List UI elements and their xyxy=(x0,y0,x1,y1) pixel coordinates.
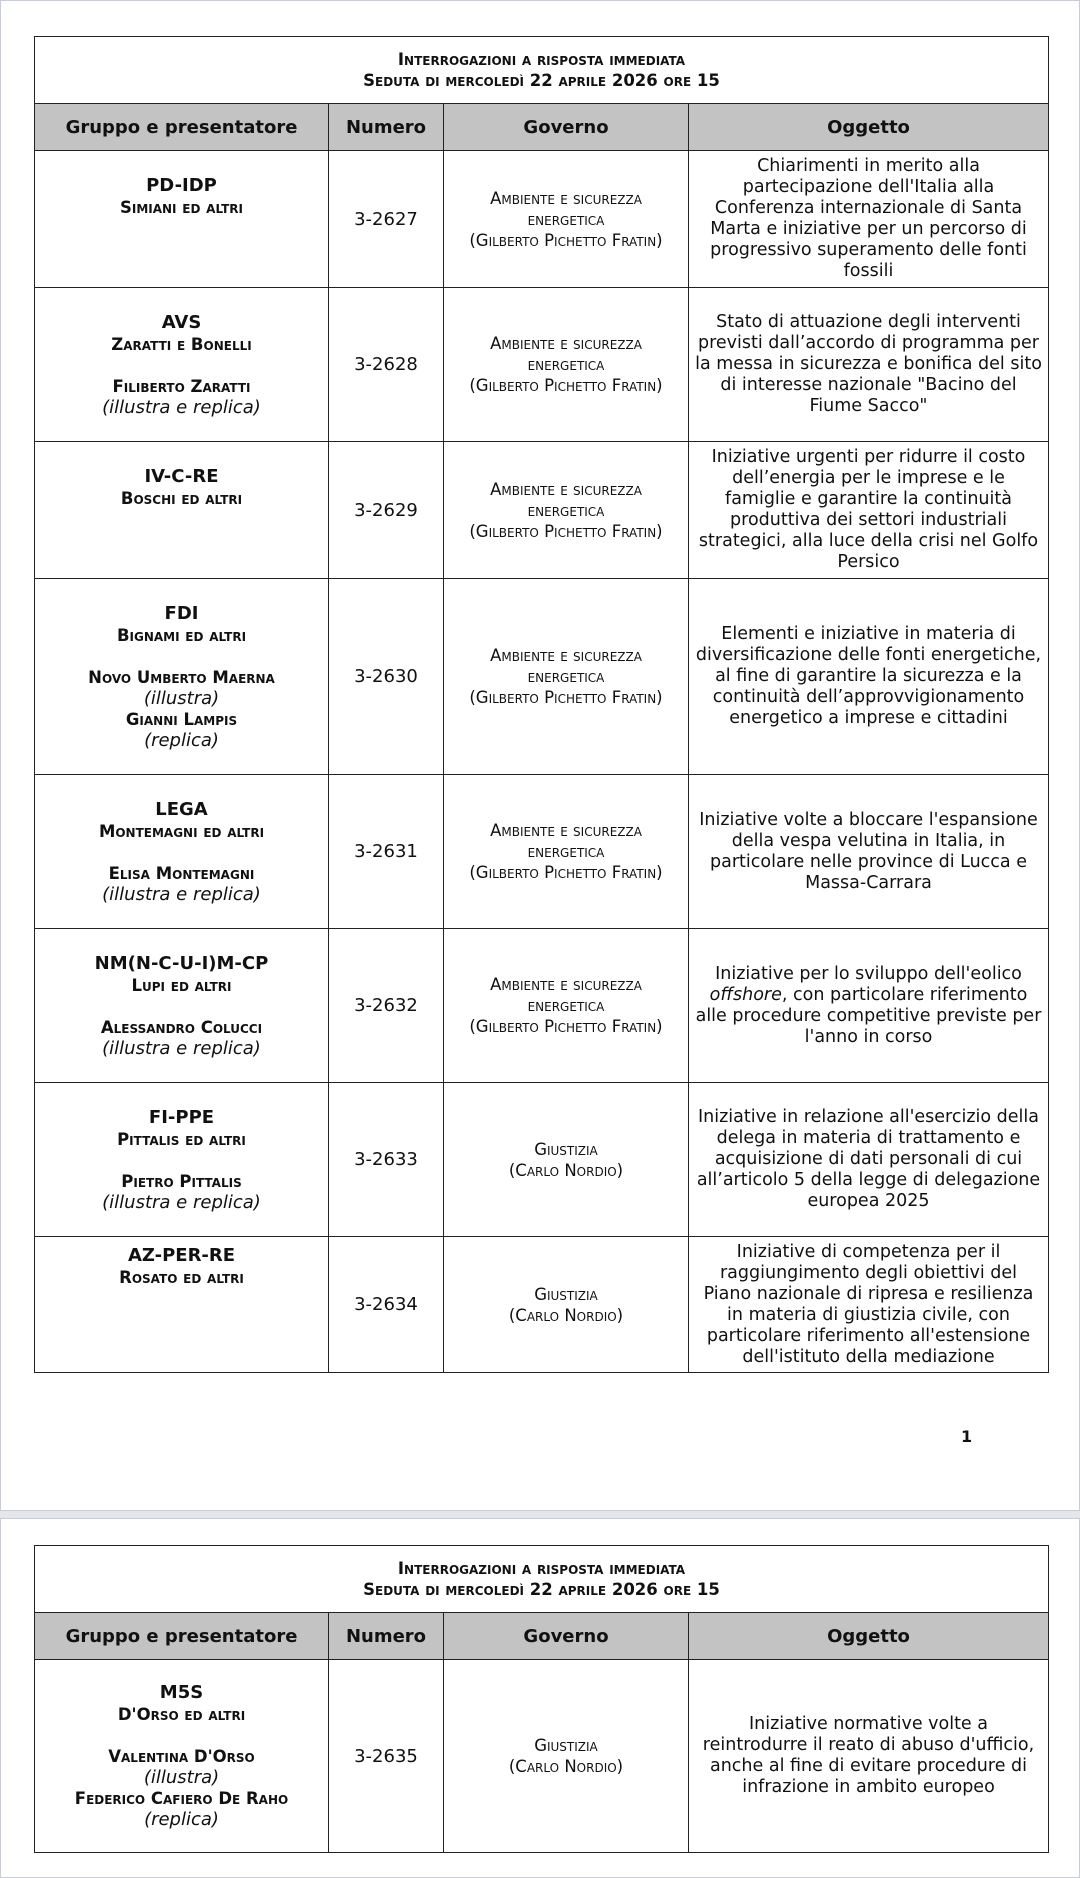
government-cell xyxy=(444,775,689,929)
ministry: Ambiente e sicurezza energetica xyxy=(490,821,642,861)
first-signatory: Bignami ed altri xyxy=(116,625,247,645)
column-header-government: Governo xyxy=(444,104,689,151)
minister: (Carlo Nordio) xyxy=(508,1757,624,1776)
title-line-2: Seduta di mercoledì 22 aprile 2026 ore 15 xyxy=(363,71,720,90)
speaker-role: (illustra) xyxy=(143,687,220,709)
subject-cell: Iniziative volte a bloccare l'espansione della vespa velutina in Italia, in particolare nelle province di Lucca e Massa-Carrara xyxy=(689,775,1049,929)
government-cell xyxy=(444,579,689,775)
table-title xyxy=(35,37,1049,104)
column-header-group: Gruppo e presentatore xyxy=(35,104,329,151)
group-cell xyxy=(35,929,329,1083)
document-page-2 xyxy=(0,1518,1080,1878)
question-number: 3-2628 xyxy=(329,288,444,442)
group-cell xyxy=(35,775,329,929)
minister: (Gilberto Pichetto Fratin) xyxy=(469,1017,663,1036)
first-signatory: Boschi ed altri xyxy=(120,489,243,508)
title-line-2: Seduta di mercoledì 22 aprile 2026 ore 15 xyxy=(363,1580,720,1599)
party-name: AZ-PER-RE xyxy=(127,1245,236,1266)
party-name: NM(N-C-U-I)M-CP xyxy=(94,952,269,974)
ministry: Ambiente e sicurezza energetica xyxy=(490,188,642,229)
speaker-name: Alessandro Colucci xyxy=(100,1017,263,1037)
speaker-role: (illustra e replica) xyxy=(102,1191,261,1213)
first-signatory: Montemagni ed altri xyxy=(98,821,265,841)
ministry: Giustizia xyxy=(534,1284,598,1304)
minister: (Gilberto Pichetto Fratin) xyxy=(469,230,663,250)
government-cell xyxy=(444,442,689,579)
group-cell xyxy=(35,1660,329,1853)
subject-text: Iniziative per lo sviluppo dell'eolico xyxy=(715,963,1022,984)
speaker-name: Novo Umberto Maerna xyxy=(88,667,275,687)
party-name: FDI xyxy=(164,602,199,624)
speaker-name: Pietro Pittalis xyxy=(121,1171,242,1191)
government-cell xyxy=(444,288,689,442)
speaker-name: Valentina D'Orso xyxy=(108,1747,255,1766)
column-header-subject: Oggetto xyxy=(689,104,1049,151)
table-row xyxy=(35,1237,1049,1373)
question-number: 3-2635 xyxy=(329,1660,444,1853)
question-number: 3-2631 xyxy=(329,775,444,929)
group-cell xyxy=(35,579,329,775)
subject-text: , con particolare riferimento alle procedure competitive previste per l'anno in corso xyxy=(695,984,1042,1047)
party-name: M5S xyxy=(159,1682,204,1703)
speaker-role: (illustra) xyxy=(143,1767,220,1788)
speaker-role: (illustra e replica) xyxy=(102,1037,261,1059)
first-signatory: Zaratti e Bonelli xyxy=(111,334,252,354)
question-number: 3-2634 xyxy=(329,1237,444,1373)
group-cell xyxy=(35,1083,329,1237)
question-number: 3-2629 xyxy=(329,442,444,579)
table-row xyxy=(35,151,1049,288)
government-cell xyxy=(444,929,689,1083)
first-signatory: D'Orso ed altri xyxy=(117,1705,246,1724)
subject-cell: Stato di attuazione degli interventi previsti dall’accordo di programma per la messa in sicurezza e bonifica del sito di interesse nazionale "Bacino del Fiume Sacco" xyxy=(689,288,1049,442)
minister: (Gilberto Pichetto Fratin) xyxy=(469,376,663,395)
speaker-name: Filiberto Zaratti xyxy=(112,376,251,396)
column-header-number: Numero xyxy=(329,104,444,151)
subject-cell: Chiarimenti in merito alla partecipazione dell'Italia alla Conferenza internazionale di Santa Marta e iniziative per un percorso di progressivo superamento delle fonti fossili xyxy=(689,151,1049,288)
group-cell xyxy=(35,1237,329,1373)
subject-cell: Iniziative di competenza per il raggiungimento degli obiettivi del Piano nazionale di ripresa e resilienza in materia di giustizia civile, con particolare riferimento all'estensione dell'istituto della mediazione xyxy=(689,1237,1049,1373)
speaker-role: (replica) xyxy=(144,729,219,751)
ministry: Ambiente e sicurezza energetica xyxy=(490,646,642,686)
question-number: 3-2632 xyxy=(329,929,444,1083)
column-header-group: Gruppo e presentatore xyxy=(35,1613,329,1660)
question-number: 3-2630 xyxy=(329,579,444,775)
first-signatory: Pittalis ed altri xyxy=(117,1129,246,1149)
subject-cell: Iniziative urgenti per ridurre il costo dell’energia per le imprese e le famiglie e garantire la continuità produttiva dei settori industriali strategici, alla luce della crisi nel Golfo Persico xyxy=(689,442,1049,579)
title-line-1: Interrogazioni a risposta immediata xyxy=(397,1559,686,1578)
table-row xyxy=(35,1083,1049,1237)
ministry: Giustizia xyxy=(534,1736,598,1755)
group-cell xyxy=(35,442,329,579)
government-cell xyxy=(444,151,689,288)
page-number: 1 xyxy=(961,1427,973,1446)
table-title xyxy=(35,1546,1049,1613)
table-row xyxy=(35,775,1049,929)
questions-table-page-1 xyxy=(34,36,1049,1373)
column-header-subject: Oggetto xyxy=(689,1613,1049,1660)
column-header-number: Numero xyxy=(329,1613,444,1660)
group-cell xyxy=(35,288,329,442)
speaker-name: Gianni Lampis xyxy=(125,709,238,729)
ministry: Giustizia xyxy=(534,1139,598,1159)
subject-cell: Iniziative normative volte a reintrodurre il reato di abuso d'ufficio, anche al fine di evitare procedure di infrazione in ambito europeo xyxy=(689,1660,1049,1853)
speaker-name: Federico Cafiero De Raho xyxy=(74,1789,289,1808)
speaker-role: (illustra e replica) xyxy=(102,396,261,418)
question-number: 3-2627 xyxy=(329,151,444,288)
minister: (Carlo Nordio) xyxy=(508,1160,624,1180)
party-name: FI-PPE xyxy=(148,1106,215,1128)
first-signatory: Rosato ed altri xyxy=(119,1268,244,1287)
party-name: LEGA xyxy=(155,798,208,820)
minister: (Carlo Nordio) xyxy=(508,1305,624,1325)
government-cell xyxy=(444,1237,689,1373)
table-row xyxy=(35,442,1049,579)
subject-cell: Iniziative in relazione all'esercizio della delega in materia di trattamento e acquisizione di dati personali di cui all’articolo 5 della legge di delegazione europea 2025 xyxy=(689,1083,1049,1237)
party-name: PD-IDP xyxy=(146,175,217,196)
question-number: 3-2633 xyxy=(329,1083,444,1237)
subject-italic-term: offshore xyxy=(709,984,782,1005)
table-row xyxy=(35,929,1049,1083)
table-row xyxy=(35,1660,1049,1853)
ministry: Ambiente e sicurezza energetica xyxy=(490,334,642,374)
party-name: AVS xyxy=(161,311,202,333)
first-signatory: Lupi ed altri xyxy=(131,975,232,995)
minister: (Gilberto Pichetto Fratin) xyxy=(469,521,663,541)
speaker-name: Elisa Montemagni xyxy=(108,863,255,883)
speaker-role: (illustra e replica) xyxy=(102,883,261,905)
subject-cell xyxy=(689,929,1049,1083)
table-row xyxy=(35,288,1049,442)
title-line-1: Interrogazioni a risposta immediata xyxy=(397,50,686,69)
column-header-government: Governo xyxy=(444,1613,689,1660)
minister: (Gilberto Pichetto Fratin) xyxy=(469,863,663,882)
subject-cell: Elementi e iniziative in materia di diversificazione delle fonti energetiche, al fine di garantire la sicurezza e la continuità dell’approvvigionamento energetico a imprese e cittadini xyxy=(689,579,1049,775)
table-row xyxy=(35,579,1049,775)
questions-table-page-2 xyxy=(34,1545,1049,1853)
first-signatory: Simiani ed altri xyxy=(119,198,244,217)
government-cell xyxy=(444,1660,689,1853)
ministry: Ambiente e sicurezza energetica xyxy=(490,479,642,520)
group-cell xyxy=(35,151,329,288)
government-cell xyxy=(444,1083,689,1237)
minister: (Gilberto Pichetto Fratin) xyxy=(469,688,663,707)
party-name: IV-C-RE xyxy=(144,466,219,487)
speaker-role: (replica) xyxy=(144,1809,219,1830)
ministry: Ambiente e sicurezza energetica xyxy=(490,975,642,1015)
